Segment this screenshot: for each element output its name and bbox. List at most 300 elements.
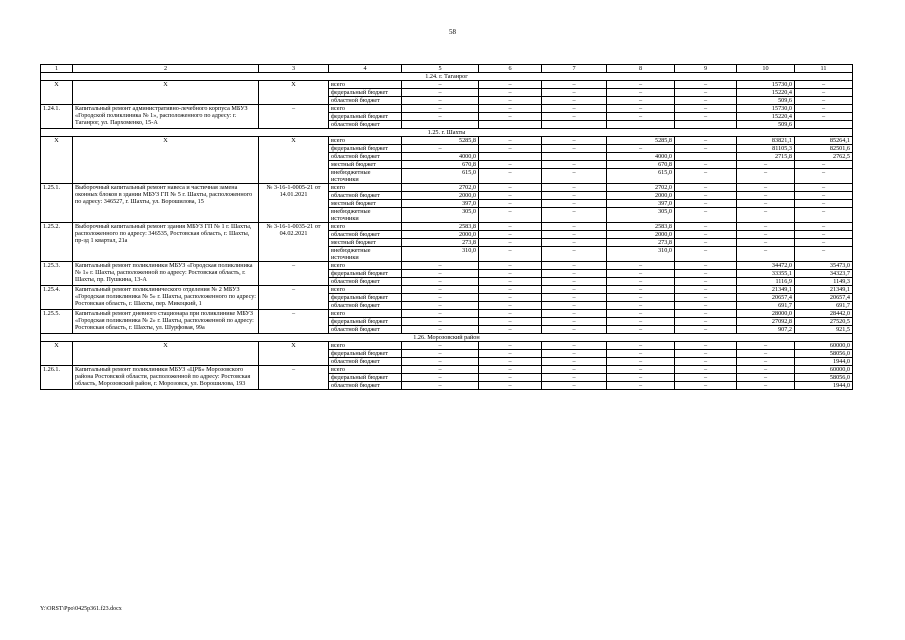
amount-cell: – <box>737 247 795 262</box>
amount-cell: – <box>479 366 542 374</box>
amount-cell: – <box>402 382 479 390</box>
table-row <box>41 262 853 270</box>
amount-cell: – <box>542 169 607 184</box>
column-number-cell: 11 <box>795 65 853 73</box>
amount-cell: – <box>479 270 542 278</box>
column-number-cell: 2 <box>73 65 259 73</box>
amount-cell: – <box>479 294 542 302</box>
amount-cell: 20657,4 <box>737 294 795 302</box>
amount-cell: – <box>675 97 737 105</box>
amount-cell <box>607 121 675 129</box>
amount-cell: 907,2 <box>737 326 795 334</box>
amount-cell: – <box>479 239 542 247</box>
amount-cell: 509,6 <box>737 97 795 105</box>
amount-cell: – <box>479 105 542 113</box>
section-title: 1.26. Морозовский район <box>41 334 853 342</box>
object-name: Капитальный ремонт поликлинического отделения № 2 МБУЗ «Городская поликлиника № 5» г. Шахты, расположенного по адресу: Ростовская область, г. Шахты, пер. Микоцкий, 1 <box>73 286 259 310</box>
amount-cell: – <box>402 278 479 286</box>
section-title: 1.24. г. Таганрог <box>41 73 853 81</box>
amount-cell: – <box>675 270 737 278</box>
amount-cell: – <box>737 350 795 358</box>
amount-cell: – <box>675 161 737 169</box>
amount-cell: – <box>479 145 542 153</box>
amount-cell: – <box>479 97 542 105</box>
amount-cell: 305,0 <box>607 208 675 223</box>
amount-cell: – <box>542 145 607 153</box>
expertise-doc: № 3-16-1-0035-21 от 04.02.2021 <box>259 223 329 262</box>
funding-source: областной бюджет <box>329 231 402 239</box>
amount-cell: 2762,5 <box>795 153 853 161</box>
amount-cell: – <box>607 270 675 278</box>
amount-cell: – <box>542 342 607 350</box>
amount-cell: 58056,0 <box>795 374 853 382</box>
amount-cell: – <box>675 81 737 89</box>
amount-cell: – <box>542 200 607 208</box>
table-row <box>41 286 853 294</box>
amount-cell: – <box>737 161 795 169</box>
amount-cell: 5285,8 <box>402 137 479 145</box>
amount-cell: – <box>542 270 607 278</box>
amount-cell: – <box>795 239 853 247</box>
amount-cell: – <box>795 105 853 113</box>
amount-cell: – <box>737 342 795 350</box>
amount-cell: – <box>795 208 853 223</box>
amount-cell: – <box>402 89 479 97</box>
amount-cell: 20657,4 <box>795 294 853 302</box>
funding-source: областной бюджет <box>329 97 402 105</box>
amount-cell: 615,0 <box>607 169 675 184</box>
amount-cell: 310,0 <box>402 247 479 262</box>
funding-source: местный бюджет <box>329 200 402 208</box>
object-name: Выборочный капитальный ремонт навеса и частичная замена оконных блоков в здании МБУЗ ГП № 5 г. Шахты, расположенного по адресу: 346527, г. Шахты, ул. Ворошилова, 15 <box>73 184 259 223</box>
amount-cell: 15730,0 <box>737 105 795 113</box>
amount-cell: – <box>402 286 479 294</box>
amount-cell: 2702,0 <box>607 184 675 192</box>
amount-cell: – <box>795 89 853 97</box>
amount-cell: 273,8 <box>402 239 479 247</box>
funding-source: всего <box>329 262 402 270</box>
item-number: 1.25.5. <box>41 310 73 334</box>
amount-cell: – <box>402 105 479 113</box>
funding-source: областной бюджет <box>329 326 402 334</box>
amount-cell: – <box>795 223 853 231</box>
amount-cell: – <box>737 374 795 382</box>
amount-cell: – <box>737 223 795 231</box>
amount-cell: 2583,8 <box>402 223 479 231</box>
amount-cell: – <box>542 223 607 231</box>
column-number-row <box>41 65 853 73</box>
funding-source: федеральный бюджет <box>329 89 402 97</box>
amount-cell: – <box>542 294 607 302</box>
expertise-doc: – <box>259 286 329 310</box>
amount-cell: – <box>675 231 737 239</box>
amount-cell: – <box>675 350 737 358</box>
funding-source: местный бюджет <box>329 161 402 169</box>
funding-source: федеральный бюджет <box>329 113 402 121</box>
funding-source: федеральный бюджет <box>329 318 402 326</box>
amount-cell: – <box>402 326 479 334</box>
section-title-row <box>41 129 853 137</box>
object-name: Х <box>73 137 259 184</box>
amount-cell: – <box>675 223 737 231</box>
amount-cell: – <box>675 145 737 153</box>
amount-cell <box>675 153 737 161</box>
amount-cell: – <box>479 262 542 270</box>
amount-cell: 28442,0 <box>795 310 853 318</box>
amount-cell: – <box>675 326 737 334</box>
section-title-row <box>41 73 853 81</box>
object-name: Капитальный ремонт дневного стационара при поликлинике МБУЗ «Городская поликлиника № 2» г. Шахты, расположенной по адресу: Ростовская область, г. Шахты, ул. Шурфовая, 99а <box>73 310 259 334</box>
amount-cell: – <box>675 366 737 374</box>
amount-cell: – <box>542 358 607 366</box>
funding-source: областной бюджет <box>329 192 402 200</box>
amount-cell: – <box>607 89 675 97</box>
item-number: Х <box>41 81 73 105</box>
expertise-doc: – <box>259 262 329 286</box>
amount-cell: – <box>607 358 675 366</box>
amount-cell: – <box>675 342 737 350</box>
amount-cell: – <box>542 350 607 358</box>
amount-cell: – <box>479 200 542 208</box>
funding-source: всего <box>329 342 402 350</box>
expertise-doc: Х <box>259 342 329 366</box>
amount-cell: – <box>542 318 607 326</box>
amount-cell: – <box>479 382 542 390</box>
amount-cell: 15730,0 <box>737 81 795 89</box>
amount-cell: – <box>402 374 479 382</box>
amount-cell: – <box>479 89 542 97</box>
funding-source: областной бюджет <box>329 382 402 390</box>
column-number-cell: 1 <box>41 65 73 73</box>
amount-cell: – <box>402 294 479 302</box>
amount-cell: – <box>607 81 675 89</box>
amount-cell <box>479 153 542 161</box>
section-title: 1.25. г. Шахты <box>41 129 853 137</box>
funding-source: всего <box>329 81 402 89</box>
amount-cell: – <box>479 374 542 382</box>
amount-cell: – <box>542 184 607 192</box>
amount-cell: – <box>479 81 542 89</box>
amount-cell: 2000,0 <box>607 192 675 200</box>
amount-cell: – <box>402 366 479 374</box>
amount-cell: – <box>795 231 853 239</box>
amount-cell: – <box>607 310 675 318</box>
funding-source: областной бюджет <box>329 121 402 129</box>
amount-cell: – <box>479 137 542 145</box>
amount-cell: 397,0 <box>607 200 675 208</box>
funding-source: федеральный бюджет <box>329 145 402 153</box>
expertise-doc: – <box>259 105 329 129</box>
amount-cell: – <box>542 310 607 318</box>
amount-cell: – <box>542 231 607 239</box>
object-name: Капитальный ремонт административно-лечебного корпуса МБУЗ «Городской поликлиника № 1», расположенного по адресу: г. Таганрог, ул. Пархоменко, 15-А <box>73 105 259 129</box>
funding-source: внебюджетные источники <box>329 247 402 262</box>
funding-source: внебюджетные источники <box>329 169 402 184</box>
amount-cell: – <box>542 326 607 334</box>
amount-cell: – <box>479 223 542 231</box>
amount-cell: 1149,3 <box>795 278 853 286</box>
amount-cell: – <box>402 342 479 350</box>
page-number: 58 <box>449 28 456 36</box>
funding-source: областной бюджет <box>329 278 402 286</box>
amount-cell: – <box>737 208 795 223</box>
amount-cell: 81105,3 <box>737 145 795 153</box>
expertise-doc: Х <box>259 81 329 105</box>
amount-cell: – <box>675 169 737 184</box>
item-number: 1.25.1. <box>41 184 73 223</box>
table-row <box>41 310 853 318</box>
amount-cell: – <box>607 326 675 334</box>
funding-source: местный бюджет <box>329 239 402 247</box>
amount-cell: – <box>479 326 542 334</box>
amount-cell: – <box>542 278 607 286</box>
expertise-doc: № 3-16-1-0005-21 от 14.01.2021 <box>259 184 329 223</box>
funding-source: всего <box>329 137 402 145</box>
item-number: Х <box>41 137 73 184</box>
amount-cell: – <box>607 294 675 302</box>
amount-cell: 670,8 <box>402 161 479 169</box>
column-number-cell: 3 <box>259 65 329 73</box>
amount-cell: – <box>479 231 542 239</box>
amount-cell: – <box>607 286 675 294</box>
amount-cell: – <box>795 161 853 169</box>
table-row <box>41 223 853 231</box>
column-number-cell: 8 <box>607 65 675 73</box>
amount-cell: – <box>402 262 479 270</box>
amount-cell: 615,0 <box>402 169 479 184</box>
funding-source: областной бюджет <box>329 302 402 310</box>
item-number: Х <box>41 342 73 366</box>
amount-cell: – <box>607 374 675 382</box>
amount-cell: – <box>675 382 737 390</box>
amount-cell: 2715,8 <box>737 153 795 161</box>
funding-source: федеральный бюджет <box>329 374 402 382</box>
amount-cell: – <box>402 310 479 318</box>
amount-cell: – <box>607 366 675 374</box>
amount-cell: 15220,4 <box>737 113 795 121</box>
amount-cell: – <box>479 342 542 350</box>
amount-cell: – <box>402 81 479 89</box>
column-number-cell: 9 <box>675 65 737 73</box>
amount-cell: – <box>675 113 737 121</box>
amount-cell: – <box>737 169 795 184</box>
amount-cell: – <box>607 97 675 105</box>
amount-cell: – <box>795 169 853 184</box>
object-name: Х <box>73 342 259 366</box>
amount-cell: – <box>675 310 737 318</box>
amount-cell: – <box>479 247 542 262</box>
amount-cell: 1116,9 <box>737 278 795 286</box>
amount-cell: – <box>737 231 795 239</box>
amount-cell <box>542 121 607 129</box>
amount-cell: 60000,0 <box>795 342 853 350</box>
amount-cell <box>479 121 542 129</box>
column-number-cell: 7 <box>542 65 607 73</box>
amount-cell: 1944,0 <box>795 358 853 366</box>
amount-cell: – <box>737 200 795 208</box>
amount-cell: – <box>607 113 675 121</box>
table-row <box>41 105 853 113</box>
object-name: Капитальный ремонт поликлиники МБУЗ «ЦРБ» Морозовского района Ростовской области, расположенной по адресу: Ростовская область, Морозовский район, г. Морозовск, ул. Ворошилова, 193 <box>73 366 259 390</box>
amount-cell: – <box>479 208 542 223</box>
amount-cell: – <box>607 278 675 286</box>
amount-cell: 2000,0 <box>607 231 675 239</box>
amount-cell: – <box>675 278 737 286</box>
amount-cell: – <box>607 145 675 153</box>
funding-source: федеральный бюджет <box>329 350 402 358</box>
amount-cell: – <box>402 318 479 326</box>
funding-source: всего <box>329 223 402 231</box>
table-row <box>41 342 853 350</box>
funding-source: всего <box>329 366 402 374</box>
amount-cell: 4000,0 <box>607 153 675 161</box>
amount-cell: – <box>675 200 737 208</box>
amount-cell: – <box>607 350 675 358</box>
amount-cell: 509,6 <box>737 121 795 129</box>
amount-cell: – <box>479 310 542 318</box>
amount-cell: – <box>479 302 542 310</box>
object-name: Х <box>73 81 259 105</box>
section-title-row <box>41 334 853 342</box>
amount-cell: – <box>479 278 542 286</box>
item-number: 1.25.4. <box>41 286 73 310</box>
funding-source: федеральный бюджет <box>329 270 402 278</box>
amount-cell: – <box>737 239 795 247</box>
amount-cell: 21349,1 <box>795 286 853 294</box>
amount-cell: – <box>737 192 795 200</box>
amount-cell: 2000,0 <box>402 192 479 200</box>
amount-cell: 4000,0 <box>402 153 479 161</box>
amount-cell: – <box>542 192 607 200</box>
amount-cell: 34323,7 <box>795 270 853 278</box>
amount-cell: – <box>675 105 737 113</box>
amount-cell: – <box>675 239 737 247</box>
amount-cell: – <box>542 89 607 97</box>
object-name: Выборочный капитальный ремонт здания МБУЗ ГП № 1 г. Шахты, расположенного по адресу: 346535, Ростовская область, г. Шахты, пр-зд 1 квартал, 21а <box>73 223 259 262</box>
amount-cell: 921,5 <box>795 326 853 334</box>
table-row <box>41 137 853 145</box>
object-name: Капитальный ремонт поликлиники МБУЗ «Городская поликлиника № 1» г. Шахты, расположенной по адресу: Ростовская область, г. Шахты, пр. Пушкина, 13-А <box>73 262 259 286</box>
amount-cell: 34472,0 <box>737 262 795 270</box>
item-number: 1.25.3. <box>41 262 73 286</box>
column-number-cell: 4 <box>329 65 402 73</box>
funding-source: всего <box>329 105 402 113</box>
amount-cell <box>402 121 479 129</box>
amount-cell: – <box>675 318 737 326</box>
amount-cell: 1944,0 <box>795 382 853 390</box>
amount-cell: – <box>479 161 542 169</box>
amount-cell: – <box>402 145 479 153</box>
amount-cell: – <box>542 247 607 262</box>
amount-cell: – <box>675 374 737 382</box>
amount-cell: – <box>542 97 607 105</box>
amount-cell: – <box>795 184 853 192</box>
amount-cell: 5285,8 <box>607 137 675 145</box>
item-number: 1.24.1. <box>41 105 73 129</box>
budget-table <box>40 64 853 390</box>
amount-cell: – <box>542 302 607 310</box>
amount-cell: – <box>675 302 737 310</box>
amount-cell: – <box>737 358 795 366</box>
table-row <box>41 184 853 192</box>
amount-cell: – <box>542 374 607 382</box>
amount-cell: – <box>479 286 542 294</box>
amount-cell: – <box>607 318 675 326</box>
amount-cell: – <box>542 137 607 145</box>
item-number: 1.26.1. <box>41 366 73 390</box>
footer-file-path: Y:\ORST\Ppo\0425p361.f23.docx <box>40 606 122 612</box>
amount-cell: 60000,0 <box>795 366 853 374</box>
amount-cell: 21349,1 <box>737 286 795 294</box>
amount-cell: – <box>737 366 795 374</box>
amount-cell: – <box>542 113 607 121</box>
amount-cell: – <box>542 105 607 113</box>
amount-cell: 83821,1 <box>737 137 795 145</box>
amount-cell: – <box>737 382 795 390</box>
amount-cell: – <box>795 113 853 121</box>
amount-cell: – <box>542 286 607 294</box>
funding-source: федеральный бюджет <box>329 294 402 302</box>
amount-cell: – <box>402 302 479 310</box>
amount-cell: – <box>675 184 737 192</box>
amount-cell: – <box>479 192 542 200</box>
funding-source: внебюджетные источники <box>329 208 402 223</box>
expertise-doc: – <box>259 366 329 390</box>
amount-cell: – <box>402 97 479 105</box>
funding-source: областной бюджет <box>329 358 402 366</box>
amount-cell: – <box>675 208 737 223</box>
amount-cell: 305,0 <box>402 208 479 223</box>
amount-cell: – <box>675 286 737 294</box>
amount-cell: 15220,4 <box>737 89 795 97</box>
funding-source: всего <box>329 184 402 192</box>
amount-cell: 33355,1 <box>737 270 795 278</box>
table-row <box>41 366 853 374</box>
amount-cell: – <box>607 342 675 350</box>
amount-cell: – <box>479 318 542 326</box>
amount-cell: – <box>542 366 607 374</box>
amount-cell: – <box>542 161 607 169</box>
amount-cell: – <box>402 270 479 278</box>
amount-cell <box>795 121 853 129</box>
amount-cell: – <box>607 302 675 310</box>
expertise-doc: Х <box>259 137 329 184</box>
column-number-cell: 5 <box>402 65 479 73</box>
amount-cell: – <box>542 382 607 390</box>
amount-cell: 27520,5 <box>795 318 853 326</box>
amount-cell: – <box>542 81 607 89</box>
amount-cell: – <box>675 262 737 270</box>
expertise-doc: – <box>259 310 329 334</box>
amount-cell: 273,8 <box>607 239 675 247</box>
amount-cell: 28000,0 <box>737 310 795 318</box>
amount-cell: – <box>795 200 853 208</box>
column-number-cell: 6 <box>479 65 542 73</box>
amount-cell: – <box>479 113 542 121</box>
amount-cell: 58056,0 <box>795 350 853 358</box>
amount-cell: – <box>479 169 542 184</box>
amount-cell: 27092,8 <box>737 318 795 326</box>
amount-cell: – <box>675 137 737 145</box>
amount-cell: – <box>402 358 479 366</box>
amount-cell: – <box>607 105 675 113</box>
amount-cell: – <box>479 350 542 358</box>
amount-cell: – <box>675 247 737 262</box>
amount-cell: 2583,8 <box>607 223 675 231</box>
funding-source: областной бюджет <box>329 153 402 161</box>
amount-cell: 310,0 <box>607 247 675 262</box>
funding-source: всего <box>329 286 402 294</box>
